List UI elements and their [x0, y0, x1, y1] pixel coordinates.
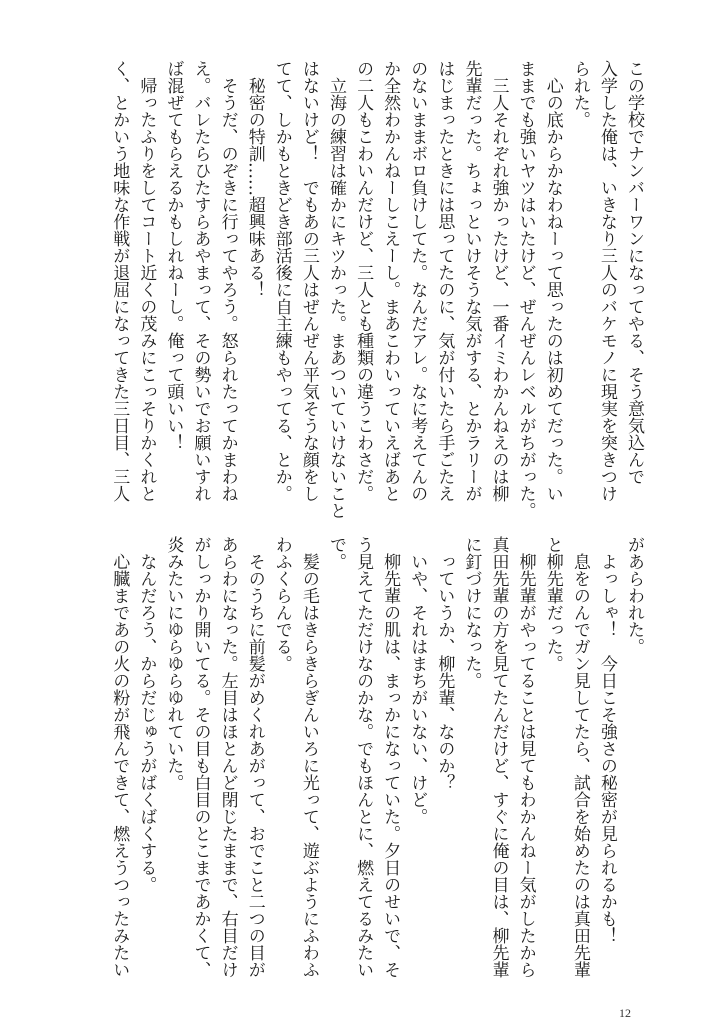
text-column: 息をのんでガン見してたら、試合を始めたのは真田先輩 — [569, 536, 590, 978]
text-column: に釘づけになった。 — [461, 536, 482, 689]
text-column: 炎みたいにゆらゆらゆれていた。 — [163, 536, 184, 791]
text-column: 立海の練習は確かにキツかった。まあついていけないこと — [325, 60, 346, 519]
text-column: 心の底からかなわねーって思ったのは初めてだった。い — [542, 60, 563, 502]
page-number: 12 — [619, 1006, 631, 1020]
text-column: いや、それはまちがいない、けど。 — [407, 536, 428, 825]
text-column: がしっかり開いてる。その目も白目のとこまであかくて、 — [190, 536, 211, 978]
text-column: があらわれた。 — [624, 536, 644, 655]
text-column: 三人それぞれ強かったけど、一番イミわかんねえのは柳 — [488, 60, 509, 502]
text-column: 帰ったふりをしてコート近くの茂みにこっそりかくれと — [136, 60, 157, 502]
text-column: よっしゃ！ 今日こそ強さの秘密が見られるかも！ — [596, 536, 617, 944]
text-column: られた。 — [569, 60, 590, 128]
text-column: のないままボロ負けしてた。なんだアレ。なに考えてんの — [407, 60, 428, 502]
text-column: 真田先輩の方を見てたんだけど、すぐに俺の目は、柳先輩 — [488, 536, 509, 978]
text-column: 先輩だった。ちょっといけそうな気がする、とかラリーが — [461, 60, 482, 502]
text-column: はじまったときには思ってたのに、気が付いたら手ごたえ — [434, 60, 455, 502]
text-column: で。 — [325, 536, 346, 570]
text-column: 柳先輩の肌は、まっかになっていた。夕日のせいで、そ — [380, 536, 401, 978]
bottom-text-block — [105, 536, 647, 1002]
text-column: なんだろう、からだじゅうがばくばくする。 — [136, 536, 157, 893]
text-column: はないけど！ でもあの三人はぜんぜん平気そうな顔をし — [298, 60, 319, 502]
text-column: か全然わかんねーしこえーし。まあこわいっていえばあと — [380, 60, 401, 502]
text-column: ままでも強いヤツはいたけど、ぜんぜんレベルがちがった。 — [515, 60, 536, 519]
text-column: と柳先輩だった。 — [542, 536, 563, 672]
text-column: あらわになった。左目はほとんど閉じたままで、右目だけ — [217, 536, 238, 978]
text-column: 秘密の特訓……超興味ある！ — [244, 60, 265, 298]
text-column: そうだ、のぞきに行ってやろう。怒られたってかまわね — [217, 60, 238, 502]
text-column: く、とかいう地味な作戦が退屈になってきた三日目、三人 — [109, 60, 130, 502]
text-column: う見えてただけなのかな。でもほんとに、燃えてるみたい — [353, 536, 374, 978]
text-column: 入学した俺は、いきなり三人のバケモノに現実を突きつけ — [596, 60, 617, 502]
text-column: え。バレたらひたすらあやまって、その勢いでお願いすれ — [190, 60, 211, 502]
text-column: の二人もこわいんだけど、三人とも種類の違うこわさだ。 — [353, 60, 374, 502]
text-column: わふくらんでる。 — [271, 536, 292, 672]
text-column: 髪の毛はきらきらぎんいろに光って、遊ぶようにふわふ — [298, 536, 319, 978]
text-column: この学校でナンバーワンになってやる、そう意気込んで — [624, 60, 644, 485]
text-column: ば混ぜてもらえるかもしれねーし。俺って頭いい！ — [163, 60, 184, 451]
top-text-block — [105, 60, 647, 526]
text-column: そのうちに前髪がめくれあがって、おでこと二つの目が — [244, 536, 265, 978]
text-column: てて、しかもときどき部活後に自主練もやってる、とか。 — [271, 60, 292, 502]
text-column: 柳先輩がやってることは見てもわかんねー気がしたから — [515, 536, 536, 978]
text-column: っていうか、柳先輩、なのか？ — [434, 536, 455, 791]
text-column: 心臓まであの火の粉が飛んできて、燃えうつったみたい — [109, 536, 130, 978]
